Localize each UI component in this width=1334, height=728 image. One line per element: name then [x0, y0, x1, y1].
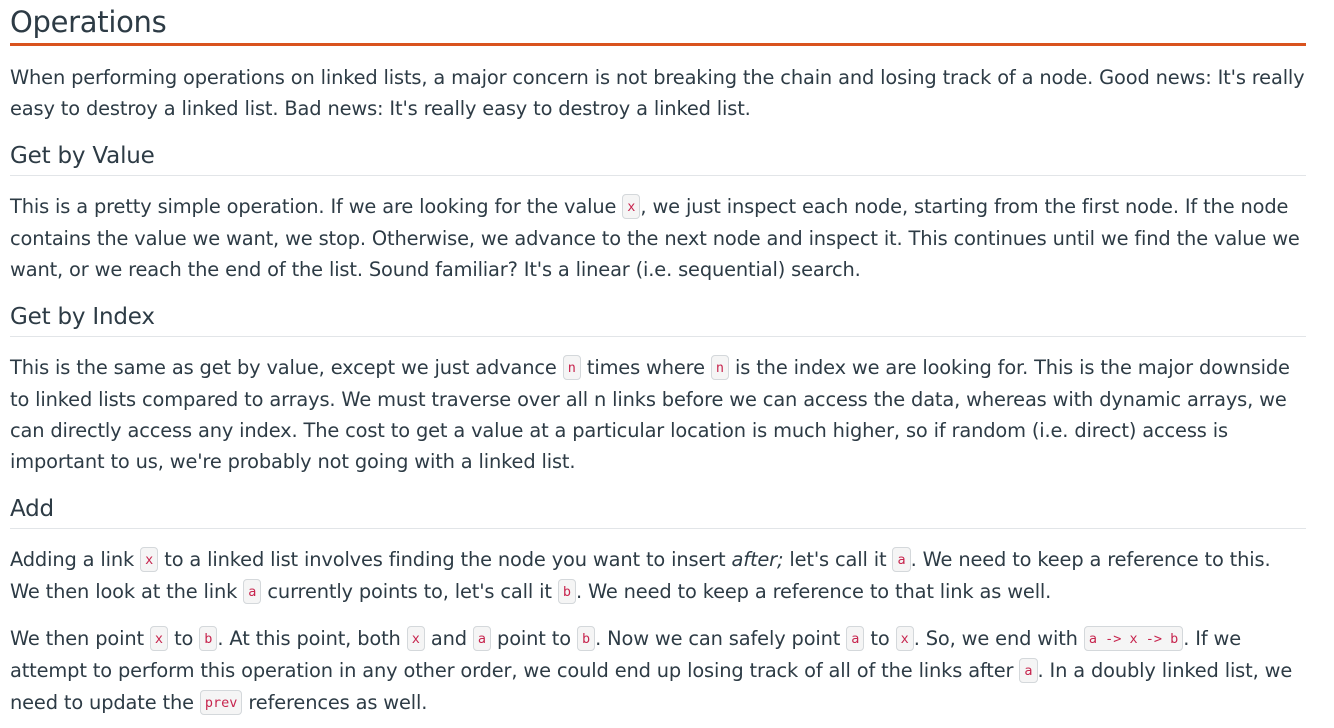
inline-code: a	[846, 626, 864, 651]
inline-code: n	[563, 355, 581, 380]
inline-code: x	[407, 626, 425, 651]
add-paragraph-1	[10, 544, 1306, 608]
text-span: let's call it	[783, 548, 893, 571]
emphasis-text: after;	[731, 548, 784, 571]
inline-code: a	[1019, 658, 1037, 683]
text-span: . Now we can safely point	[595, 627, 847, 650]
text-span: to	[864, 627, 896, 650]
inline-code: a	[473, 626, 491, 651]
text-span: and	[424, 627, 473, 650]
inline-code: b	[577, 626, 595, 651]
inline-code: prev	[200, 690, 243, 715]
intro-paragraph: When performing operations on linked lists, a major concern is not breaking the chain and losing track of a node. Good news: It's really easy to destroy a linked list. Bad news: It's really easy to destroy a linked list.	[10, 66, 1305, 120]
text-span: . At this point, both	[217, 627, 407, 650]
get-by-index-paragraph	[10, 352, 1306, 477]
text-span: currently points to, let's call it	[261, 580, 558, 603]
inline-code: a	[243, 579, 261, 604]
section-heading-get-by-index: Get by Index	[10, 301, 1306, 337]
text-span: point to	[491, 627, 577, 650]
add-paragraph-2	[10, 623, 1306, 719]
text-span: to a linked list involves finding the node you want to insert	[158, 548, 732, 571]
get-by-value-paragraph	[10, 191, 1306, 285]
inline-code: x	[150, 626, 168, 651]
inline-code: x	[622, 194, 640, 219]
section-heading-add: Add	[10, 493, 1306, 529]
text-span: , we just inspect each node, starting from the first node. If the node contains the value we want, we stop. Otherwise, we advance to the next node and inspect it. This continues until we find the value we want, or we reach the end of the list. Sound familiar? It's a linear (i.e. sequential) search.	[10, 195, 1300, 281]
text-span: . We need to keep a reference to that link as well.	[575, 580, 1052, 603]
inline-code: a -> x -> b	[1084, 626, 1183, 651]
inline-code: x	[896, 626, 914, 651]
text-span: . If we attempt to perform this operation in any other order, we could end up losing track of all of the links after	[10, 627, 1241, 682]
inline-code: b	[558, 579, 576, 604]
section-heading-get-by-value: Get by Value	[10, 140, 1306, 176]
text-span: to	[168, 627, 200, 650]
inline-code: x	[140, 547, 158, 572]
text-span: is the index we are looking for. This is the major downside to linked lists compared to arrays. We must traverse over all n links before we can access the data, whereas with dynamic arrays, we can directly access any index. The cost to get a value at a particular location is much higher, so if random (i.e. direct) access is important to us, we're probably not going with a linked list.	[10, 356, 1290, 473]
inline-code: b	[199, 626, 217, 651]
text-span: This is the same as get by value, except we just advance	[10, 356, 563, 379]
text-span: . In a doubly linked list, we need to update the	[10, 659, 1293, 714]
text-span: We then point	[10, 627, 150, 650]
text-span: references as well.	[242, 691, 428, 714]
inline-code: a	[892, 547, 910, 572]
inline-code: n	[711, 355, 729, 380]
text-span: times where	[580, 356, 711, 379]
page-title: Operations	[10, 0, 1306, 46]
text-span: . We need to keep a reference to this. We then look at the link	[10, 548, 1271, 603]
text-span: Adding a link	[10, 548, 141, 571]
text-span: This is a pretty simple operation. If we are looking for the value	[10, 195, 623, 218]
text-span: . So, we end with	[913, 627, 1084, 650]
